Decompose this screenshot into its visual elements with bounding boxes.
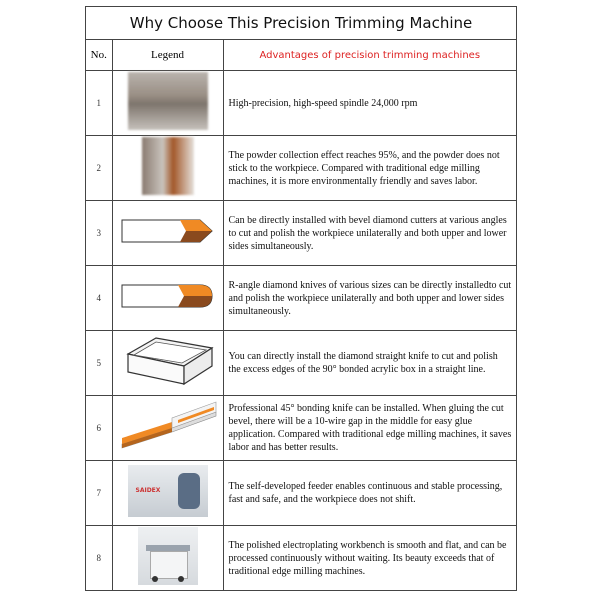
- row-number: 2: [86, 136, 112, 201]
- row-number: 7: [86, 461, 112, 526]
- row-description: High-precision, high-speed spindle 24,000 rpm: [223, 71, 516, 136]
- header-advantages: Advantages of precision trimming machines: [223, 40, 516, 71]
- legend-cell: [112, 331, 223, 396]
- row-description: Professional 45° bonding knife can be installed. When gluing the cut bevel, there will be a 10-wire gap in the middle for easy glue application. Compared with traditional edge milling machines, it saves labor and has better results.: [223, 396, 516, 461]
- feeder-photo: [128, 465, 208, 517]
- row-description: Can be directly installed with bevel diamond cutters at various angles to cut and polish the workpiece unilaterally and both upper and lower sides simultaneously.: [223, 201, 516, 266]
- comparison-sheet: [85, 6, 517, 591]
- table-row: [86, 201, 516, 266]
- bonding-bevel-diagram: [118, 398, 218, 454]
- advantages-table: [86, 40, 516, 590]
- row-number: 6: [86, 396, 112, 461]
- row-number: 4: [86, 266, 112, 331]
- table-header-row: [86, 40, 516, 71]
- row-description: You can directly install the diamond straight knife to cut and polish the excess edges of the 90° bonded acrylic box in a straight line.: [223, 331, 516, 396]
- row-description: The self-developed feeder enables continuous and stable processing, fast and safe, and the workpiece does not shift.: [223, 461, 516, 526]
- table-row: [86, 331, 516, 396]
- table-row: [86, 136, 516, 201]
- workbench-photo: [138, 527, 198, 585]
- r-angle-edge-diagram: [120, 279, 216, 313]
- acrylic-box-diagram: [118, 332, 218, 390]
- legend-cell: [112, 201, 223, 266]
- wheel-icon: [178, 576, 184, 582]
- table-row: [86, 266, 516, 331]
- row-number: 3: [86, 201, 112, 266]
- row-description: The polished electroplating workbench is smooth and flat, and can be processed continuously without waiting. Its beauty exceeds that of traditional edge milling machines.: [223, 526, 516, 591]
- legend-cell: [112, 266, 223, 331]
- powder-collection-photo: [142, 137, 194, 195]
- header-no: No.: [86, 40, 112, 71]
- spindle-photo: [128, 72, 208, 130]
- table-row: [86, 396, 516, 461]
- table-row: [86, 461, 516, 526]
- legend-cell: [112, 526, 223, 591]
- legend-cell: [112, 71, 223, 136]
- legend-cell: [112, 461, 223, 526]
- legend-cell: [112, 136, 223, 201]
- legend-cell: [112, 396, 223, 461]
- row-description: The powder collection effect reaches 95%, and the powder does not stick to the workpiece. Compared with traditional edge milling machines, it is more environmentally friendly and saves labor.: [223, 136, 516, 201]
- wheel-icon: [152, 576, 158, 582]
- page-title: Why Choose This Precision Trimming Machine: [86, 7, 516, 40]
- row-number: 8: [86, 526, 112, 591]
- bevel-edge-diagram: [120, 214, 216, 248]
- header-legend: Legend: [112, 40, 223, 71]
- workbench-body: [150, 551, 188, 579]
- feeder-arm: [178, 473, 200, 509]
- row-description: R-angle diamond knives of various sizes can be directly installedto cut and polish the workpiece unilaterally and both upper and lower sides simultaneously.: [223, 266, 516, 331]
- table-row: [86, 526, 516, 591]
- row-number: 1: [86, 71, 112, 136]
- table-row: [86, 71, 516, 136]
- feeder-brand-label: SAIDEX: [135, 486, 161, 494]
- row-number: 5: [86, 331, 112, 396]
